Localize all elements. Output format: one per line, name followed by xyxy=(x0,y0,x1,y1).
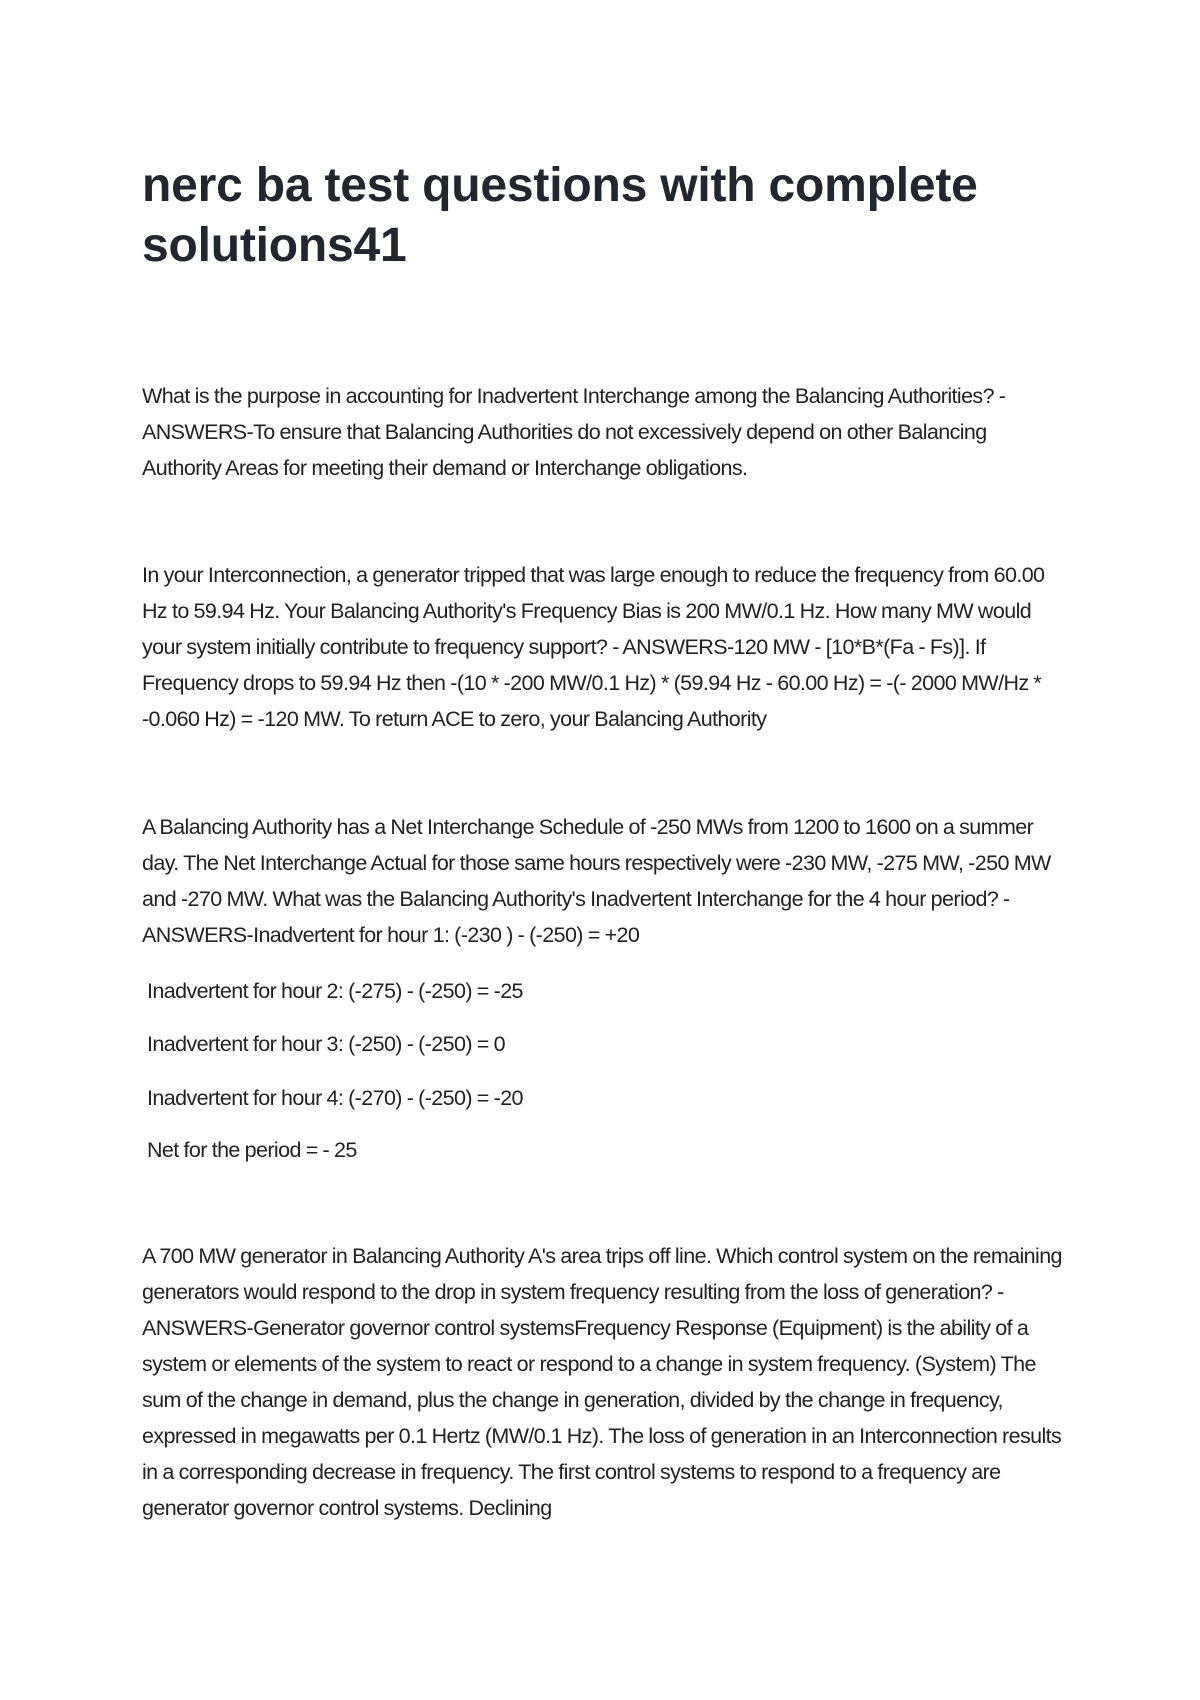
qa-3-answer-line-hour-3: Inadvertent for hour 3: (-250) - (-250) = 0 xyxy=(147,1032,505,1056)
qa-paragraph-2: In your Interconnection, a generator tripped that was large enough to reduce the frequency from 60.00 Hz to 59.94 Hz. Your Balancing Authority's Frequency Bias is 200 MW/0.1 Hz. How many MW would your system initially contribute to frequency support? - ANSWERS-120 MW - [10*B*(Fa - Fs)]. If Frequency drops to 59.94 Hz then -(10 * -200 MW/0.1 Hz) * (59.94 Hz - 60.00 Hz) = -(- 2000 MW/Hz * -0.060 Hz) = -120 MW. To return ACE to zero, your Balancing Authority xyxy=(142,563,1045,731)
qa-3-answer-line-hour-2: Inadvertent for hour 2: (-275) - (-250) = -25 xyxy=(147,979,523,1003)
qa-paragraph-1: What is the purpose in accounting for Inadvertent Interchange among the Balancing Authorities? - ANSWERS-To ensure that Balancing Authorities do not excessively depend on other Balancing Authority Areas for meeting their demand or Interchange obligations. xyxy=(142,384,1006,480)
qa-paragraph-3: A Balancing Authority has a Net Interchange Schedule of -250 MWs from 1200 to 1600 on a summer day. The Net Interchange Actual for those same hours respectively were -230 MW, -275 MW, -250 MW and -270 MW. What was the Balancing Authority's Inadvertent Interchange for the 4 hour period? - ANSWERS-Inadvertent for hour 1: (-230 ) - (-250) = +20 xyxy=(142,815,1051,947)
qa-paragraph-4: A 700 MW generator in Balancing Authority A's area trips off line. Which control system on the remaining generators would respond to the drop in system frequency resulting from the loss of generation? - ANSWERS-Generator governor control systemsFrequency Response (Equipment) is the ability of a system or elements of the system to react or respond to a change in system frequency. (System) The sum of the change in demand, plus the change in generation, divided by the change in frequency, expressed in megawatts per 0.1 Hertz (MW/0.1 Hz). The loss of generation in an Interconnection results in a corresponding decrease in frequency. The first control systems to respond to a frequency are generator governor control systems. Declining xyxy=(142,1244,1062,1520)
qa-3-answer-line-hour-4: Inadvertent for hour 4: (-270) - (-250) = -20 xyxy=(147,1086,523,1110)
document-title: nerc ba test questions with complete solutions41 xyxy=(142,159,978,272)
qa-3-answer-line-net: Net for the period = - 25 xyxy=(147,1138,357,1162)
